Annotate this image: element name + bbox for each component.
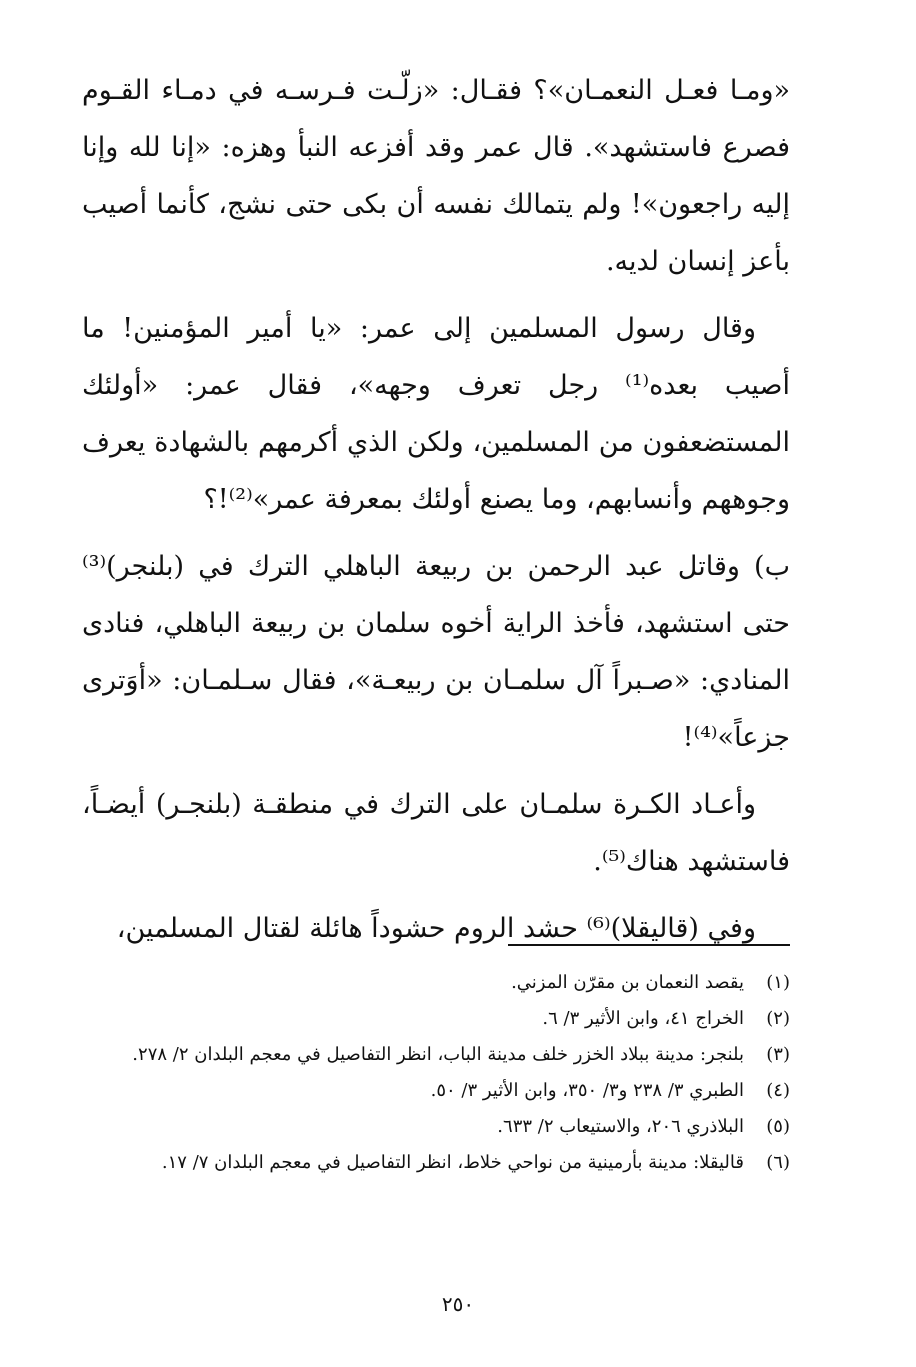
footnote-separator	[508, 944, 790, 946]
footnote-text: بلنجر: مدينة ببلاد الخزر خلف مدينة الباب، انظر التفاصيل في معجم البلدان ٢/ ٢٧٨.	[132, 1044, 744, 1065]
page-number: ٢٥٠	[441, 1292, 475, 1316]
paragraph-3: ب) وقاتل عبد الرحمن بن ربيعة الباهلي الترك في (بلنجر)⁽³⁾ حتى استشهد، فأخذ الراية أخوه سلمان بن ربيعة الباهلي، فنادى المنادي: «صـبراً آل سلمـان بن ربيعـة»، فقال سـلمـان: «أوَترى جزعاً»⁽⁴⁾!	[82, 551, 790, 753]
paragraph-4: وأعـاد الكـرة سلمـان على الترك في منطقـة (بلنجـر) أيضـاً، فاستشهد هناك⁽⁵⁾.	[82, 789, 790, 877]
paragraph-1: «ومـا فعـل النعمـان»؟ فقـال: «زلّـت فـرسـه في دمـاء القـوم فصرع فاستشهد». قال عمر وقد أفزعه النبأ وهزه: «إنا لله وإنا إليه راجعون»! ولم يتمالك نفسه أن بكى حتى نشج، كأنما أصيب بأعز إنسان لديه.	[82, 75, 790, 277]
footnote-number: (١)	[766, 972, 790, 993]
footnote-2	[82, 1004, 790, 1034]
footnote-1	[82, 968, 790, 998]
footnote-number: (٢)	[766, 1008, 790, 1029]
main-text	[82, 62, 790, 967]
footnote-6	[82, 1148, 790, 1178]
footnote-text: البلاذري ٢٠٦، والاستيعاب ٢/ ٦٣٣.	[497, 1116, 744, 1137]
footnote-number: (٤)	[766, 1080, 790, 1101]
footnote-text: الطبري ٣/ ٢٣٨ و٣/ ٣٥٠، وابن الأثير ٣/ ٥٠.	[430, 1080, 744, 1101]
footnote-5	[82, 1112, 790, 1142]
footnotes	[82, 968, 790, 1184]
footnote-text: الخراج ٤١، وابن الأثير ٣/ ٦.	[542, 1008, 744, 1029]
footnote-number: (٣)	[766, 1044, 790, 1065]
paragraph-5: وفي (قاليقلا)⁽⁶⁾ حشد الروم حشوداً هائلة لقتال المسلمين،	[116, 913, 756, 944]
footnote-number: (٦)	[766, 1152, 790, 1173]
footnote-4	[82, 1076, 790, 1106]
footnote-number: (٥)	[766, 1116, 790, 1137]
paragraph-2: وقال رسول المسلمين إلى عمر: «يا أمير المؤمنين! ما أصيب بعده⁽¹⁾ رجل تعرف وجهه»، فقال عمر: «أولئك المستضعفون من المسلمين، ولكن الذي أكرمهم بالشهادة يعرف وجوههم وأنسابهم، وما يصنع أولئك بمعرفة عمر»⁽²⁾!؟	[82, 313, 790, 515]
footnote-text: قاليقلا: مدينة بأرمينية من نواحي خلاط، انظر التفاصيل في معجم البلدان ٧/ ١٧.	[161, 1152, 744, 1173]
footnote-text: يقصد النعمان بن مقرّن المزني.	[511, 972, 744, 993]
footnote-3	[82, 1040, 790, 1070]
